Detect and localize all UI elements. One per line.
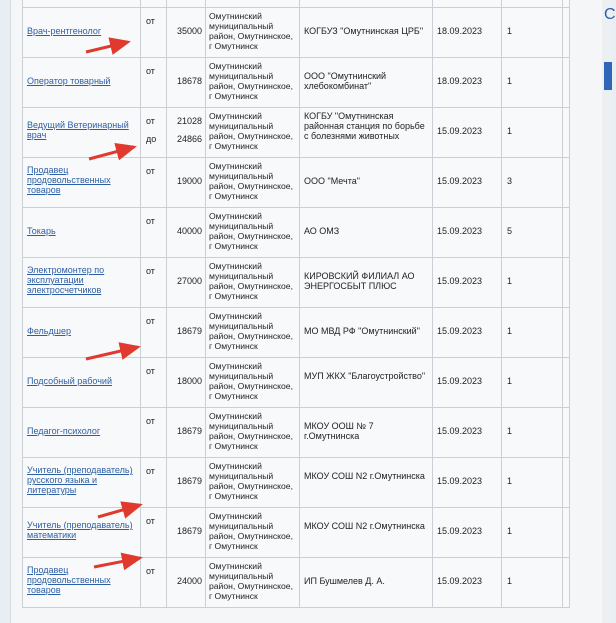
vacancy-count: 1: [507, 276, 513, 286]
location-text: Омутнинский муниципальный район, Омутнинское, г Омутнинск: [209, 361, 293, 401]
corner-heading-fragment: С: [604, 6, 616, 23]
posting-date: 15.09.2023: [437, 276, 483, 286]
salary-value: 21028: [176, 116, 202, 126]
location-text: Омутнинский муниципальный район, Омутнинское, г Омутнинск: [209, 411, 293, 451]
salary-from-label: от: [146, 166, 155, 176]
vacancy-count: 1: [507, 26, 513, 36]
vacancy-count: 3: [507, 176, 513, 186]
vacancy-count: 1: [507, 576, 513, 586]
location-text: Омутнинский муниципальный район, Омутнинское, г Омутнинск: [209, 11, 293, 51]
salary-from-label: от: [146, 566, 155, 576]
arrow-annotation: [98, 505, 140, 517]
location-text: Омутнинский муниципальный район, Омутнинское, г Омутнинск: [209, 161, 293, 201]
vacancy-title-link[interactable]: Ведущий Ветеринарный врач: [27, 120, 129, 140]
location-text: Омутнинский муниципальный район, Омутнинское, г Омутнинск: [209, 261, 293, 301]
posting-date: 15.09.2023: [437, 126, 483, 136]
employer-name: МО МВД РФ "Омутнинский": [304, 326, 420, 336]
vacancy-title-link[interactable]: Учитель (преподаватель) математики: [27, 520, 133, 540]
vacancy-title-link[interactable]: Педагог-психолог: [27, 426, 101, 436]
vacancy-count: 1: [507, 526, 513, 536]
salary-to-label: до: [146, 134, 157, 144]
salary-from-label: от: [146, 316, 155, 326]
vacancy-title-link[interactable]: Электромонтер по эксплуатации электросчетчиков: [27, 265, 105, 295]
posting-date: 15.09.2023: [437, 326, 483, 336]
posting-date: 18.09.2023: [437, 76, 483, 86]
employer-name: ИП Бушмелев Д. А.: [304, 576, 385, 586]
right-panel-edge: [602, 0, 612, 623]
posting-date: 18.09.2023: [437, 26, 483, 36]
salary-value: 18679: [176, 326, 202, 336]
salary-from-label: от: [146, 266, 155, 276]
location-text: Омутнинский муниципальный район, Омутнинское, г Омутнинск: [209, 211, 293, 251]
arrow-annotation: [94, 558, 140, 567]
vacancy-count: 1: [507, 476, 513, 486]
vacancy-count: 1: [507, 76, 513, 86]
posting-date: 15.09.2023: [437, 476, 483, 486]
arrow-annotation: [89, 147, 134, 159]
vacancy-title-link[interactable]: Фельдшер: [27, 326, 71, 336]
vacancy-count: 1: [507, 326, 513, 336]
salary-from-label: от: [146, 366, 155, 376]
salary-from-label: от: [146, 416, 155, 426]
salary-value: 19000: [176, 176, 202, 186]
location-text: Омутнинский муниципальный район, Омутнинское, г Омутнинск: [209, 111, 293, 151]
salary-value: 18000: [176, 376, 202, 386]
vacancy-title-link[interactable]: Продавец продовольственных товаров: [27, 165, 111, 195]
posting-date: 15.09.2023: [437, 426, 483, 436]
arrow-annotation: [86, 42, 128, 52]
vacancy-count: 1: [507, 126, 513, 136]
salary-value: 18679: [176, 476, 202, 486]
salary-from-label: от: [146, 116, 155, 126]
salary-value: 27000: [176, 276, 202, 286]
vacancy-title-link[interactable]: Учитель (преподаватель) русского языка и литературы: [27, 465, 133, 495]
salary-from-label: от: [146, 466, 155, 476]
vacancy-count: 1: [507, 376, 513, 386]
vacancy-title-link[interactable]: Врач-рентгенолог: [27, 26, 102, 36]
salary-from-label: от: [146, 516, 155, 526]
vacancy-title-link[interactable]: Оператор товарный: [27, 76, 111, 86]
vacancy-count: 5: [507, 226, 513, 236]
employer-name: МКОУ ООШ № 7 г.Омутнинска: [304, 421, 374, 441]
salary-value: 18679: [176, 526, 202, 536]
salary-from-label: от: [146, 66, 155, 76]
employer-name: ООО "Мечта": [304, 176, 360, 186]
salary-value: 18678: [176, 76, 202, 86]
arrow-annotation: [86, 347, 138, 359]
employer-name: ООО "Омутнинский хлебокомбинат": [304, 71, 387, 91]
posting-date: 15.09.2023: [437, 526, 483, 536]
location-text: Омутнинский муниципальный район, Омутнинское, г Омутнинск: [209, 461, 293, 501]
salary-from-label: от: [146, 216, 155, 226]
vacancy-title-link[interactable]: Токарь: [27, 226, 56, 236]
employer-name: АО ОМЗ: [304, 226, 340, 236]
employer-name: МУП ЖКХ "Благоустройство": [304, 371, 426, 381]
salary-to-value: 24866: [176, 134, 202, 144]
location-text: Омутнинский муниципальный район, Омутнинское, г Омутнинск: [209, 511, 293, 551]
employer-name: МКОУ СОШ N2 г.Омутнинска: [304, 471, 425, 481]
employer-name: КОГБУЗ "Омутнинская ЦРБ": [304, 26, 424, 36]
salary-value: 40000: [176, 226, 202, 236]
vacancy-title-link[interactable]: Продавец продовольственных товаров: [27, 565, 111, 595]
posting-date: 15.09.2023: [437, 176, 483, 186]
salary-from-label: от: [146, 16, 155, 26]
posting-date: 15.09.2023: [437, 226, 483, 236]
salary-value: 18679: [176, 426, 202, 436]
vacancy-count: 1: [507, 426, 513, 436]
posting-date: 15.09.2023: [437, 376, 483, 386]
salary-value: 24000: [176, 576, 202, 586]
employer-name: КИРОВСКИЙ ФИЛИАЛ АО ЭНЕРГОСБЫТ ПЛЮС: [304, 271, 415, 291]
location-text: Омутнинский муниципальный район, Омутнинское, г Омутнинск: [209, 561, 293, 601]
salary-value: 35000: [176, 26, 202, 36]
employer-name: МКОУ СОШ N2 г.Омутнинска: [304, 521, 425, 531]
posting-date: 15.09.2023: [437, 576, 483, 586]
employer-name: КОГБУ "Омутнинская районная станция по борьбе с болезнями животных: [304, 111, 425, 141]
vacancy-title-link[interactable]: Подсобный рабочий: [27, 376, 112, 386]
corner-blue-block: [604, 62, 612, 90]
location-text: Омутнинский муниципальный район, Омутнинское, г Омутнинск: [209, 61, 293, 101]
location-text: Омутнинский муниципальный район, Омутнинское, г Омутнинск: [209, 311, 293, 351]
